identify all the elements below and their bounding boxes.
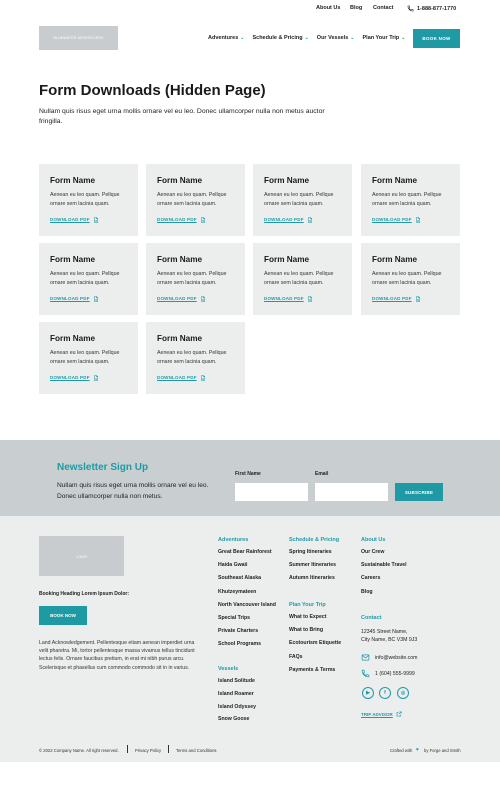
nav-item-label: Adventures [208, 35, 239, 41]
download-pdf-label: DOWNLOAD PDF [264, 217, 304, 222]
form-card [361, 164, 460, 236]
form-card [146, 322, 245, 394]
footer-link-adventure[interactable]: Special Trips [218, 615, 251, 621]
footer-link-about[interactable]: Blog [361, 588, 373, 595]
download-pdf-label: DOWNLOAD PDF [50, 375, 90, 380]
form-card-title: Form Name [157, 334, 203, 343]
site-logo[interactable]: BLUEWATER ADVENTURES [39, 26, 118, 50]
form-card [39, 243, 138, 315]
footer-link-adventure[interactable]: Private Charters [218, 628, 259, 635]
document-icon [93, 375, 99, 381]
footer-link-about[interactable]: Sustainable Travel [361, 562, 407, 569]
footer-link-vessel[interactable]: Snow Goose [218, 716, 250, 723]
document-icon [93, 217, 99, 223]
footer-booking-heading: Booking Heading Lorem Ipsum Dolor: [39, 591, 130, 597]
newsletter-title: Newsletter Sign Up [57, 462, 149, 473]
download-pdf-label: DOWNLOAD PDF [157, 375, 197, 380]
facebook-icon[interactable]: f [379, 687, 391, 699]
divider [168, 745, 169, 753]
utility-phone-text: 1-888-877-1770 [417, 5, 457, 12]
footer-heading-contact: Contact [361, 615, 382, 621]
download-pdf-link[interactable] [157, 217, 206, 223]
first-name-label: First Name [235, 471, 261, 477]
document-icon [415, 296, 421, 302]
terms-link[interactable]: Terms and Conditions [176, 748, 217, 753]
download-pdf-label: DOWNLOAD PDF [157, 296, 197, 301]
form-card [146, 243, 245, 315]
privacy-policy-link[interactable]: Privacy Policy [135, 748, 162, 753]
chevron-down-icon: ⌄ [304, 35, 309, 41]
form-card-title: Form Name [50, 176, 96, 185]
footer-link-plan[interactable]: FAQs [289, 653, 303, 660]
download-pdf-label: DOWNLOAD PDF [50, 296, 90, 301]
nav-item-adventures[interactable] [208, 35, 244, 41]
footer-heading-vessels: Vessels [218, 666, 239, 672]
external-link-icon [396, 711, 402, 717]
footer-heading-adventures: Adventures [218, 537, 249, 543]
form-card-text: Aenean eu leo quam. Pellque ornare sem lacinia quam. [372, 192, 442, 207]
download-pdf-label: DOWNLOAD PDF [264, 296, 304, 301]
crafted-by-link[interactable]: by Forge and Smith [424, 748, 461, 753]
document-icon [93, 296, 99, 302]
nav-item-label: Schedule & Pricing [252, 35, 303, 41]
footer-logo[interactable]: LOGO [39, 536, 124, 576]
form-card-title: Form Name [50, 255, 96, 264]
form-card-title: Form Name [50, 334, 96, 343]
download-pdf-label: DOWNLOAD PDF [372, 217, 412, 222]
nav-item-label: Our Vessels [316, 35, 349, 41]
footer-link-schedule[interactable]: Autumn Itineraries [289, 575, 335, 582]
download-pdf-link[interactable] [264, 296, 313, 302]
download-pdf-label: DOWNLOAD PDF [50, 217, 90, 222]
document-icon [200, 296, 206, 302]
nav-item-vessels[interactable] [317, 35, 355, 41]
download-pdf-link[interactable] [372, 217, 421, 223]
footer-link-adventure[interactable]: Southeast Alaska [218, 575, 262, 582]
download-pdf-link[interactable] [157, 375, 206, 381]
chevron-down-icon: ⌄ [240, 35, 245, 41]
form-card-title: Form Name [157, 176, 203, 185]
newsletter-section [0, 440, 500, 516]
utility-phone-link[interactable] [407, 5, 456, 12]
form-card-title: Form Name [264, 176, 310, 185]
download-pdf-link[interactable] [50, 296, 99, 302]
form-card-text: Aenean eu leo quam. Pellque ornare sem lacinia quam. [50, 271, 120, 286]
utility-link-contact[interactable]: Contact [373, 5, 394, 11]
main-nav [208, 35, 405, 41]
book-now-button[interactable]: BOOK NOW [413, 29, 460, 48]
form-card-title: Form Name [372, 176, 418, 185]
heart-icon: ♥ [416, 747, 419, 753]
footer-link-plan[interactable]: Payments & Terms [289, 666, 336, 673]
subscribe-button[interactable]: SUBSCRIBE [395, 483, 443, 501]
site-footer [0, 516, 500, 762]
footer-link-about[interactable]: Our Crew [361, 549, 385, 555]
utility-link-about[interactable]: About Us [316, 5, 341, 11]
footer-link-plan[interactable]: What to Bring [289, 627, 323, 634]
footer-heading-plan: Plan Your Trip [289, 602, 326, 608]
form-card-title: Form Name [157, 255, 203, 264]
download-pdf-link[interactable] [50, 217, 99, 223]
email-label: Email [315, 471, 329, 477]
form-card [146, 164, 245, 236]
footer-link-schedule[interactable]: Summer Itineraries [289, 562, 336, 569]
form-card [253, 243, 352, 315]
download-pdf-link[interactable] [157, 296, 206, 302]
form-card [253, 164, 352, 236]
contact-phone-text: 1 (604) 555-9999 [375, 670, 415, 677]
footer-link-vessel[interactable]: Island Odyssey [218, 703, 257, 710]
form-card-text: Aenean eu leo quam. Pellque ornare sem lacinia quam. [157, 271, 227, 286]
crafted-text: Crafted with [390, 748, 413, 753]
form-card-text: Aenean eu leo quam. Pellque ornare sem lacinia quam. [372, 271, 442, 286]
contact-email-link[interactable] [361, 653, 417, 662]
download-pdf-label: DOWNLOAD PDF [372, 296, 412, 301]
form-card-title: Form Name [264, 255, 310, 264]
email-input[interactable] [315, 483, 388, 501]
footer-link-plan[interactable]: Ecotourism Etiquette [289, 640, 342, 647]
page-intro: Nullam quis risus eget urna mollis ornare vel eu leo. Donec ullamcorper nulla non metus auctor fringilla. [39, 108, 325, 125]
nav-item-plan[interactable] [363, 35, 406, 41]
document-icon [200, 217, 206, 223]
footer-link-adventure[interactable]: Great Bear Rainforest [218, 549, 272, 555]
newsletter-text: Nullam quis risus eget urna mollis ornare vel eu leo. Donec ullamcorper nulla non metus. [57, 482, 209, 500]
form-card-text: Aenean eu leo quam. Pellque ornare sem lacinia quam. [157, 350, 227, 365]
document-icon [415, 217, 421, 223]
page-title: Form Downloads (Hidden Page) [39, 82, 266, 99]
copyright-text: © 2022 Company Name. All right reserved. [39, 748, 119, 753]
footer-heading-schedule: Schedule & Pricing [289, 537, 340, 543]
trip-advisor-label: TRIP ADVISOR [361, 711, 393, 717]
nav-item-schedule[interactable] [252, 35, 308, 41]
footer-book-now-button[interactable]: BOOK NOW [39, 606, 87, 625]
form-card [361, 243, 460, 315]
form-card [39, 164, 138, 236]
form-card-title: Form Name [372, 255, 418, 264]
chevron-down-icon: ⌄ [350, 35, 355, 41]
download-pdf-label: DOWNLOAD PDF [157, 217, 197, 222]
trip-advisor-link[interactable] [361, 711, 402, 717]
phone-icon [407, 5, 414, 12]
contact-address-line1: 12345 Street Name, [361, 629, 408, 635]
download-pdf-link[interactable] [372, 296, 421, 302]
phone-icon [361, 669, 370, 678]
footer-link-adventure[interactable]: School Programs [218, 641, 261, 648]
divider [127, 745, 128, 753]
contact-phone-link[interactable] [361, 669, 415, 678]
document-icon [307, 217, 313, 223]
contact-email-text: info@website.com [375, 654, 418, 661]
download-pdf-link[interactable] [50, 375, 99, 381]
chevron-down-icon: ⌄ [401, 35, 406, 41]
contact-address-line2: City Name, BC V3M 9J3 [361, 637, 418, 643]
footer-link-plan[interactable]: What to Expect [289, 614, 327, 620]
footer-link-vessel[interactable]: Island Roamer [218, 690, 254, 697]
form-card-text: Aenean eu leo quam. Pellque ornare sem lacinia quam. [157, 192, 227, 207]
form-card-text: Aenean eu leo quam. Pellque ornare sem lacinia quam. [264, 271, 334, 286]
nav-item-label: Plan Your Trip [362, 35, 400, 41]
form-card-text: Aenean eu leo quam. Pellque ornare sem lacinia quam. [264, 192, 334, 207]
footer-link-adventure[interactable]: North Vancouver Island [218, 601, 276, 608]
form-card-text: Aenean eu leo quam. Pellque ornare sem lacinia quam. [50, 350, 120, 365]
download-pdf-link[interactable] [264, 217, 313, 223]
footer-link-about[interactable]: Careers [361, 575, 381, 582]
land-acknowledgement: Land Acknowledgement. Pellentesque etiam aenean imperdiet urna velit pharetra. Mi, tortor pellentesque massa vivamus tellus tincidunt lectus felis. Ornare faucibus pretium, in erat mi nibh purus arcu. Scelerisque et phasellus cum commodo commodo sit in in varius. [39, 640, 195, 671]
footer-heading-about: About Us [361, 537, 386, 543]
footer-link-adventure[interactable]: Haida Gwaii [218, 562, 248, 569]
document-icon [307, 296, 313, 302]
footer-link-vessel[interactable]: Island Solitude [218, 678, 255, 684]
footer-link-schedule[interactable]: Spring Itineraries [289, 549, 332, 555]
instagram-icon[interactable]: ◎ [397, 687, 409, 699]
first-name-input[interactable] [235, 483, 308, 501]
mail-icon [361, 653, 370, 662]
utility-bar [0, 0, 500, 18]
document-icon [200, 375, 206, 381]
utility-link-blog[interactable]: Blog [350, 5, 363, 11]
footer-link-adventure[interactable]: Khutzeymateen [218, 588, 257, 595]
form-card-text: Aenean eu leo quam. Pellque ornare sem lacinia quam. [50, 192, 120, 207]
youtube-icon[interactable]: ▶ [362, 687, 374, 699]
form-card [39, 322, 138, 394]
